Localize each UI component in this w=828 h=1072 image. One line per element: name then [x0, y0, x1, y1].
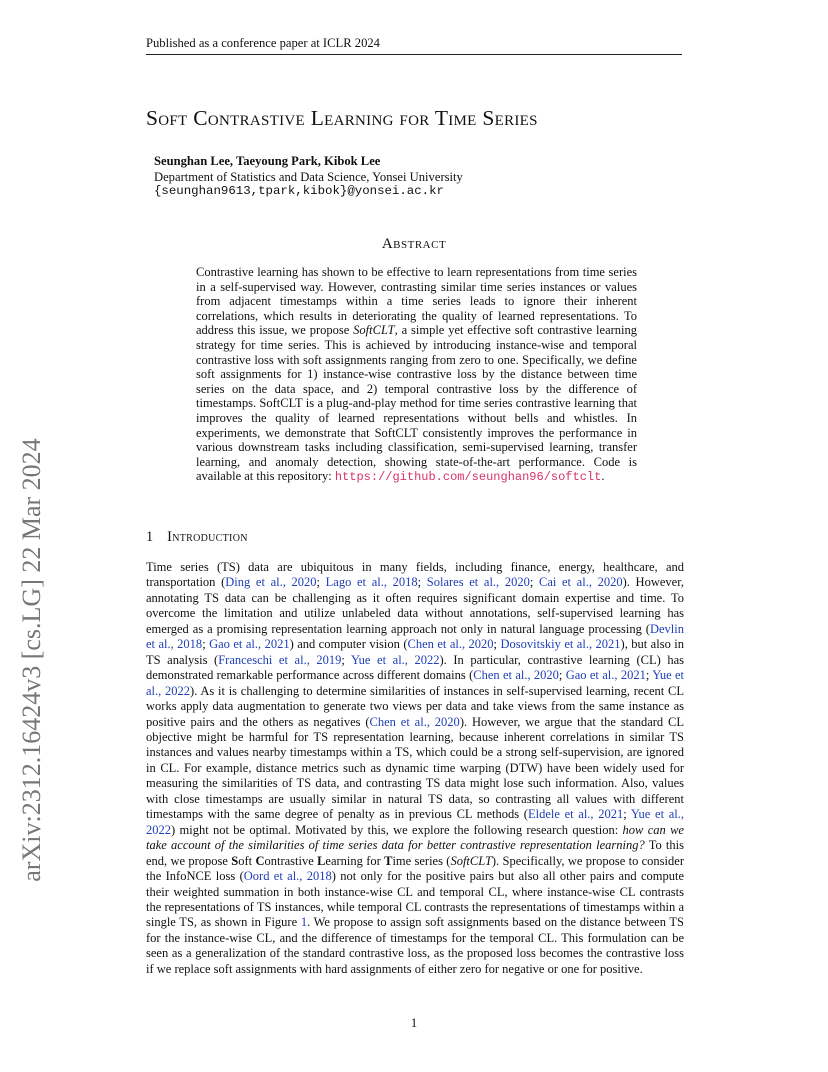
- introduction-body: Time series (TS) data are ubiquitous in many fields, including finance, energy, healthcare, and transportation (Ding et al., 2020; Lago et al., 2018; Solares et al., 2020; Cai et al., 2020). However, annotating TS data can be challenging as it often requires significant domain expertise and time. To overcome the limitation and utilize unlabeled data without annotations, self-supervised learning has emerged as a promising representation learning approach not only in natural language processing (Devlin et al., 2018; Gao et al., 2021) and computer vision (Chen et al., 2020; Dosovitskiy et al., 2021), but also in TS analysis (Franceschi et al., 2019; Yue et al., 2022). In particular, contrastive learning (CL) has demonstrated remarkable performance across different domains (Chen et al., 2020; Gao et al., 2021; Yue et al., 2022). As it is challenging to determine similarities of instances in self-supervised learning, recent CL works apply data augmentation to generate two views per data and take views from the same instance as positive pairs and the others as negatives (Chen et al., 2020). However, we argue that the standard CL objective might be harmful for TS representation learning, because inherent correlations in similar TS instances and values nearby timestamps within a TS, which could be a strong self-supervision, are ignored in CL. For example, distance metrics such as dynamic time warping (DTW) have been widely used for measuring the similarities of TS data, and contrasting TS data might lose such information. Also, values with close timestamps are usually similar in natural TS data, so contrasting all values with different timestamps with the same degree of penalty as in previous CL methods (Eldele et al., 2021; Yue et al., 2022) might not be optimal. Motivated by this, we explore the following research question: how can we take account of the similarities of time series data for better contrastive representation learning? To this end, we propose Soft Contrastive Learning for Time series (SoftCLT). Specifically, we propose to consider the InfoNCE loss (Oord et al., 2018) not only for the positive pairs but also all other pairs and compute their weighted summation in both instance-wise CL and temporal CL, where instance-wise CL contrasts the representations of TS instances, while temporal CL contrasts the representations of timestamps within a single TS, as shown in Figure 1. We propose to assign soft assignments based on the distance between TS for the instance-wise CL, and the difference of timestamps for the temporal CL. This formulation can be seen as a generalization of the standard contrastive loss, as the proposed loss becomes the contrastive loss if we replace soft assignments with hard assignments of either zero for negative or one for positive.: [146, 560, 685, 976]
- figure-reference-link[interactable]: 1: [300, 915, 308, 930]
- paper-title: Soft Contrastive Learning for Time Series: [146, 106, 538, 130]
- citation-link[interactable]: Chen et al., 2020: [407, 637, 494, 652]
- citation-link[interactable]: Yue et al., 2022: [146, 668, 684, 698]
- citation-link[interactable]: Solares et al., 2020: [426, 575, 530, 590]
- citation-link[interactable]: Yue et al., 2022: [351, 652, 440, 667]
- citation-link[interactable]: Franceschi et al., 2019: [218, 652, 342, 667]
- page-number: 1: [410, 1016, 418, 1030]
- citation-link[interactable]: Cai et al., 2020: [538, 575, 623, 590]
- code-repository-link[interactable]: https://github.com/seunghan96/softclt: [334, 470, 602, 485]
- abstract-body: Contrastive learning has shown to be effective to learn representations from time series in a self-supervised way. However, contrasting similar time series instances or values from adjacent timestamps within a time series leads to ignore their inherent correlations, which results in deteriorating the quality of learned representations. To address this issue, we propose SoftCLT, a simple yet effective soft contrastive learning strategy for time series. This is achieved by introducing instance-wise and temporal contrastive loss with soft assignments ranging from zero to one. Specifically, we define soft assignments for 1) instance-wise contrastive loss by the distance between time series on the data space, and 2) temporal contrastive loss by the difference of timestamps. SoftCLT is a plug-and-play method for time series contrastive learning that improves the quality of learned representations without bells and whistles. In experiments, we demonstrate that SoftCLT consistently improves the performance in various downstream tasks including classification, semi-supervised learning, transfer learning, and anomaly detection, showing state-of-the-art performance. Code is available at this repository: https://github.com/seunghan96/softclt.: [196, 265, 637, 485]
- citation-link[interactable]: Gao et al., 2021: [565, 668, 646, 683]
- citation-link[interactable]: Dosovitskiy et al., 2021: [500, 637, 621, 652]
- section-heading-introduction: 1 Introduction: [146, 529, 248, 545]
- affiliation: Department of Statistics and Data Science, Yonsei University: [154, 170, 463, 184]
- author-emails: {seunghan9613,tpark,kibok}@yonsei.ac.kr: [154, 184, 444, 198]
- citation-link[interactable]: Ding et al., 2020: [225, 575, 317, 590]
- citation-link[interactable]: Yue et al., 2022: [146, 807, 684, 837]
- citation-link[interactable]: Eldele et al., 2021: [527, 807, 624, 822]
- citation-link[interactable]: Gao et al., 2021: [209, 637, 290, 652]
- citation-link[interactable]: Devlin et al., 2018: [146, 621, 684, 652]
- running-header: Published as a conference paper at ICLR 2024: [146, 36, 682, 55]
- citation-link[interactable]: Oord et al., 2018: [243, 869, 332, 884]
- citation-link[interactable]: Chen et al., 2020: [473, 668, 559, 683]
- abstract-heading: Abstract: [381, 236, 447, 252]
- citation-link[interactable]: Chen et al., 2020: [369, 714, 460, 729]
- citation-link[interactable]: Lago et al., 2018: [325, 575, 418, 590]
- arxiv-identifier: arXiv:2312.16424v3 [cs.LG] 22 Mar 2024: [17, 438, 46, 882]
- author-list: Seunghan Lee, Taeyoung Park, Kibok Lee: [154, 154, 381, 168]
